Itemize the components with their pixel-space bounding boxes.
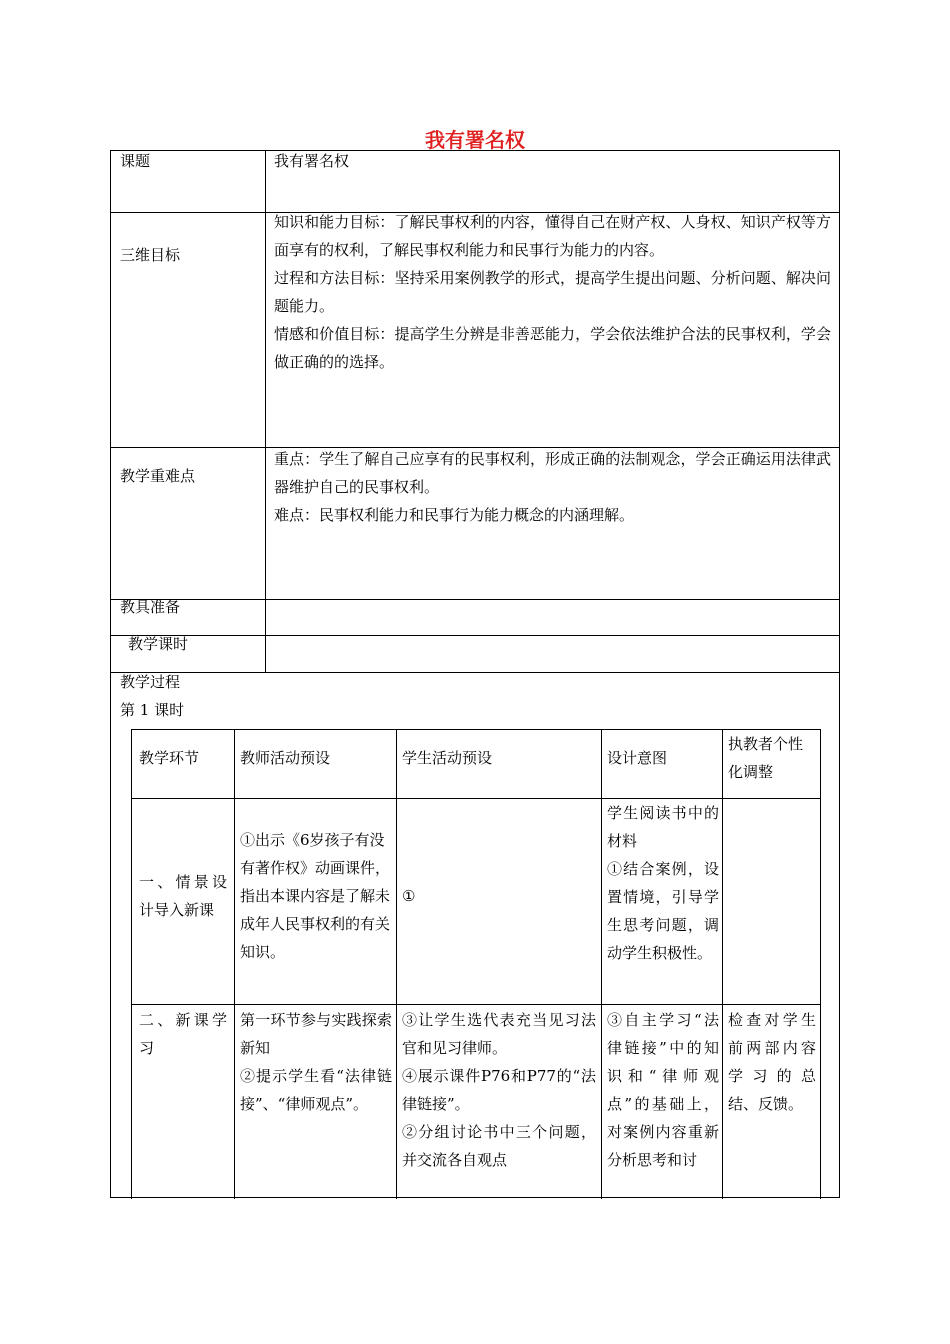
teacher-cell: 第一环节参与实践探索新知 ②提示学生看“法律链接”、“律师观点”。	[240, 1011, 392, 1113]
student-cell: ①	[402, 887, 416, 905]
stage-cell: 一、情景设计导入新课	[139, 873, 227, 919]
column-divider	[265, 151, 266, 672]
goals-label: 三维目标	[120, 246, 181, 264]
key-point-line: 难点：民事权利能力和民事行为能力概念的内涵理解。	[274, 506, 635, 524]
column-divider	[601, 730, 602, 1199]
row-divider	[111, 599, 839, 600]
stage-cell: 二、新课学习	[139, 1011, 227, 1057]
process-table	[131, 729, 821, 1199]
topic-label: 课题	[120, 152, 151, 170]
intent-cell: 学生阅读书中的材料 ①结合案例，设置情境，引导学生思考问题，调动学生积极性。	[607, 804, 719, 962]
lesson-plan-table	[110, 150, 840, 1198]
tools-label: 教具准备	[120, 598, 181, 616]
period-label: 第 1 课时	[120, 701, 185, 719]
row-divider	[111, 635, 839, 636]
row-divider	[132, 1004, 820, 1005]
header-adjust: 执教者个性化调整	[728, 735, 804, 781]
header-student: 学生活动预设	[402, 749, 493, 767]
goal-line: 情感和价值目标：提高学生分辨是非善恶能力，学会依法维护合法的民事权利，学会做正确的的选择。	[274, 325, 831, 371]
column-divider	[396, 730, 397, 1199]
student-cell: ③让学生选代表充当见习法官和见习律师。 ④展示课件P76和P77的“法律链接”。 ②分组讨论书中三个问题，并交流各自观点	[402, 1011, 596, 1169]
adjust-cell: 检查对学生前两部内容学习的总结、反馈。	[728, 1011, 816, 1113]
column-divider	[722, 730, 723, 1199]
teacher-cell: ①出示《6岁孩子有没有著作权》动画课件，指出本课内容是了解未成年人民事权利的有关知识。	[240, 831, 391, 961]
process-label: 教学过程	[120, 673, 181, 691]
header-stage: 教学环节	[139, 749, 200, 767]
topic-value: 我有署名权	[274, 152, 350, 170]
goal-line: 过程和方法目标：坚持采用案例教学的形式，提高学生提出问题、分析问题、解决问题能力。	[274, 269, 831, 315]
goals-content	[274, 208, 831, 376]
column-divider	[234, 730, 235, 1199]
key-point-line: 重点：学生了解自己应享有的民事权利，形成正确的法制观念，学会正确运用法律武器维护自己的民事权利。	[274, 450, 831, 496]
key-points-content	[274, 445, 831, 529]
goal-line: 知识和能力目标：了解民事权利的内容，懂得自己在财产权、人身权、知识产权等方面享有的权利，了解民事权利能力和民事行为能力的内容。	[274, 213, 831, 259]
key-points-label: 教学重难点	[120, 467, 196, 485]
page-title: 我有署名权	[425, 128, 525, 152]
intent-cell: ③自主学习“法律链接”中的知识和“律师观点”的基础上，对案例内容重新分析思考和讨	[607, 1011, 719, 1169]
row-divider	[111, 672, 839, 673]
header-teacher: 教师活动预设	[240, 749, 331, 767]
hours-label: 教学课时	[128, 635, 189, 653]
header-intent: 设计意图	[607, 749, 668, 767]
